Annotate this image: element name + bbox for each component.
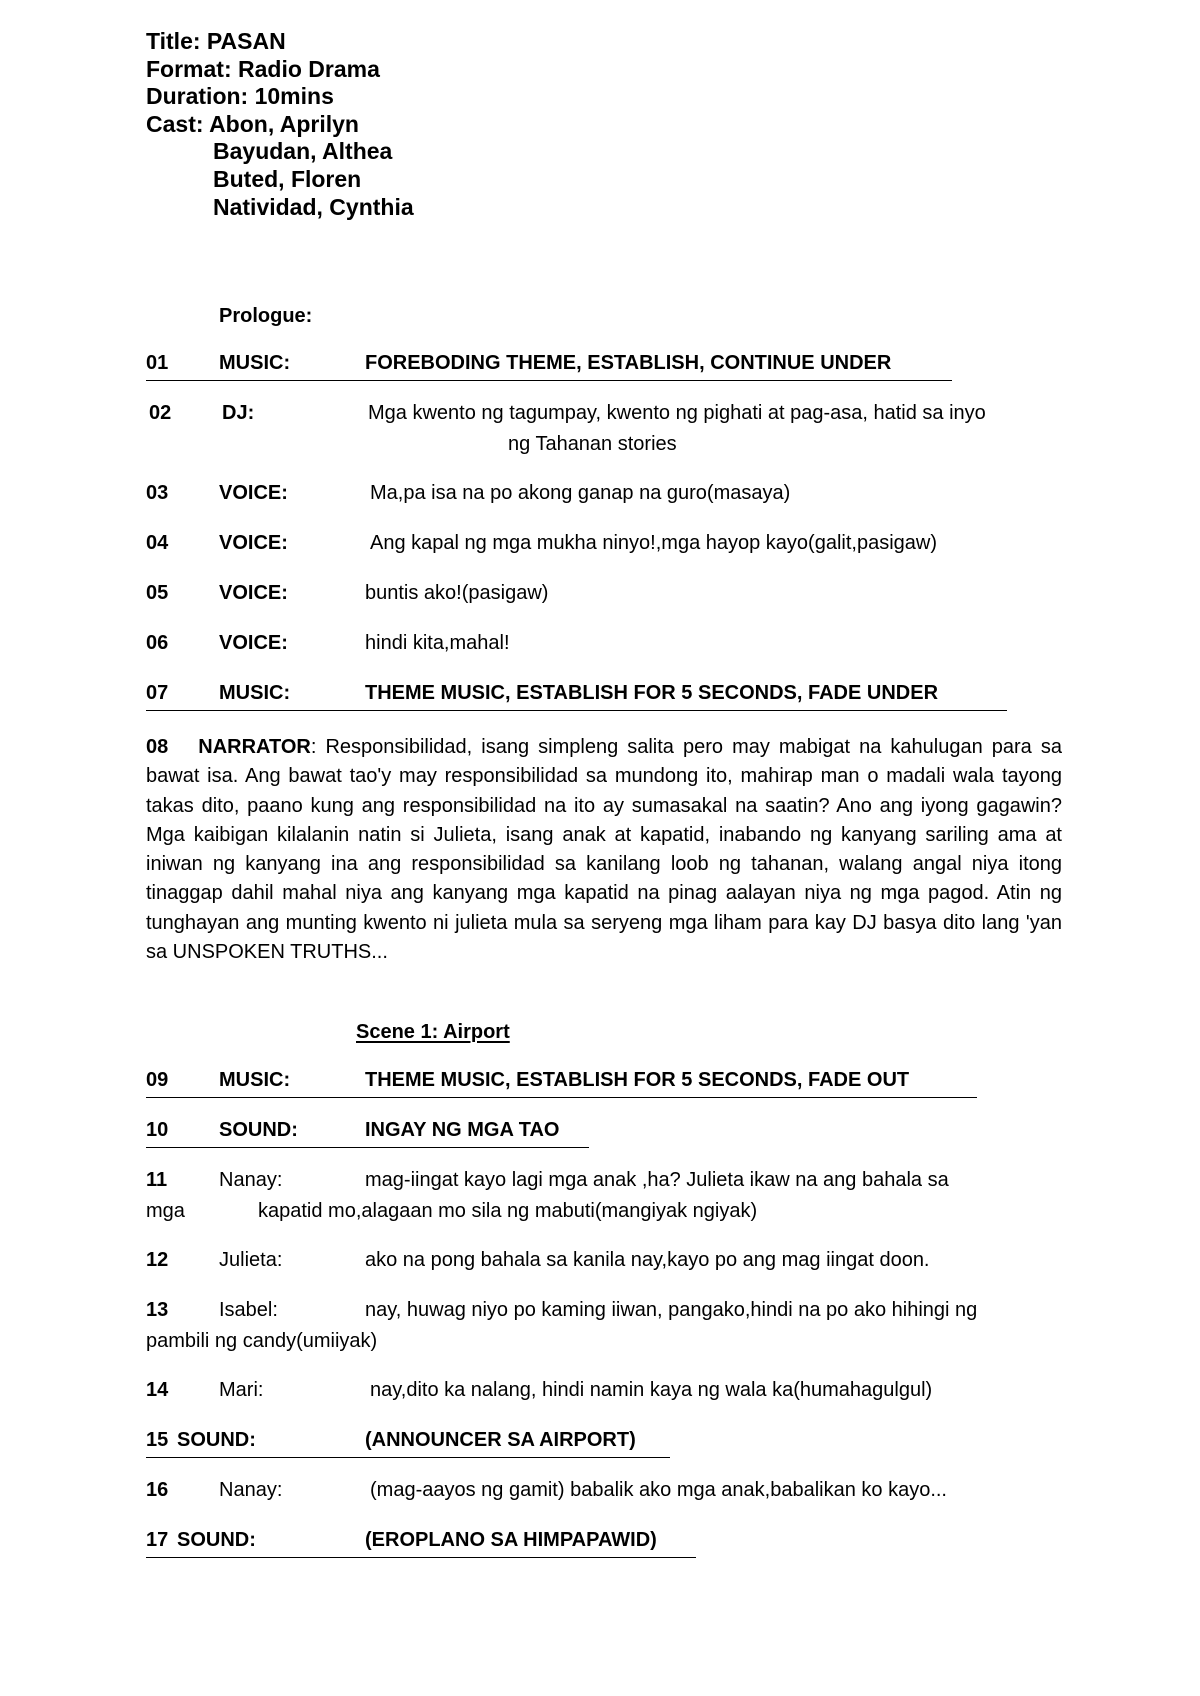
script-format: Format: Radio Drama	[146, 55, 380, 82]
line-role: MUSIC:	[219, 682, 291, 704]
line-role-colon: :	[310, 736, 317, 758]
cast-member: Bayudan, Althea	[213, 138, 393, 165]
line-role: Isabel:	[219, 1299, 278, 1321]
line-text: FOREBODING THEME, ESTABLISH, CONTINUE UNDER	[365, 352, 892, 374]
line-text: (EROPLANO SA HIMPAPAWID)	[365, 1529, 657, 1551]
line-number: 13	[146, 1299, 169, 1321]
line-role: SOUND:	[177, 1529, 256, 1551]
line-number: 08	[146, 736, 169, 758]
prologue-heading: Prologue:	[219, 305, 313, 327]
script-title: Title: PASAN	[146, 28, 286, 54]
script-duration: Duration: 10mins	[146, 83, 334, 110]
line-number: 03	[146, 482, 169, 504]
line-role: MUSIC:	[219, 1069, 291, 1091]
line-number: 12	[146, 1249, 169, 1271]
line-text: (ANNOUNCER SA AIRPORT)	[365, 1429, 636, 1451]
line-number: 14	[146, 1379, 169, 1401]
narrator-paragraph	[146, 733, 1062, 967]
line-text: nay,dito ka nalang, hindi namin kaya ng wala ka(humahagulgul)	[370, 1379, 933, 1401]
line-role: DJ:	[222, 402, 255, 424]
line-role: VOICE:	[219, 582, 288, 604]
line-role: VOICE:	[219, 532, 288, 554]
script-header	[146, 28, 414, 221]
line-text: Responsibilidad, isang simpleng salita pero may mabigat na kahulugan para sa bawat isa. Ang bawat tao'y may responsibilidad sa mundong ito, mahirap man o madali wala tayong takas dito, paano kung ang responsibilidad na ito ay sumasakal na saatin? Ano ang iyong gagawin? Mga kaibigan kilalanin natin si Julieta, isang anak at kapatid, inabando ng kanyang sariling ama at iniwan ng kanyang ina ang responsibilidad sa kanilang loob ng tahanan, walang angal niya itong tinaggap dahil mahal niya ang kanyang mga kapatid na pinag aalayan niya ng mga pagod. Atin ng tunghayan ang munting kwento ni julieta mula sa seryeng mga liham para kay DJ basya dito lang 'yan sa UNSPOKEN TRUTHS...	[146, 736, 1062, 964]
line-text-continued: ng Tahanan stories	[508, 433, 677, 455]
line-text: THEME MUSIC, ESTABLISH FOR 5 SECONDS, FADE UNDER	[365, 682, 939, 704]
line-role: SOUND:	[219, 1119, 298, 1141]
cast-line	[146, 111, 414, 139]
line-text-continued: kapatid mo,alagaan mo sila ng mabuti(mangiyak ngiyak)	[258, 1200, 758, 1222]
cast-member: Abon, Aprilyn	[209, 110, 359, 137]
line-text: INGAY NG MGA TAO	[365, 1119, 560, 1141]
line-role: NARRATOR	[198, 736, 311, 758]
line-role: Nanay:	[219, 1169, 283, 1191]
line-number: 01	[146, 352, 169, 374]
line-number: 15	[146, 1429, 169, 1451]
line-number: 09	[146, 1069, 169, 1091]
line-number: 16	[146, 1479, 169, 1501]
line-role: VOICE:	[219, 632, 288, 654]
line-number: 10	[146, 1119, 169, 1141]
line-number: 05	[146, 582, 169, 604]
line-number: 06	[146, 632, 169, 654]
line-role: Mari:	[219, 1379, 264, 1401]
line-text: Ma,pa isa na po akong ganap na guro(masaya)	[370, 482, 791, 504]
scene-heading: Scene 1: Airport	[356, 1021, 510, 1043]
line-text: Ang kapal ng mga mukha ninyo!,mga hayop kayo(galit,pasigaw)	[370, 532, 937, 554]
line-text: Mga kwento ng tagumpay, kwento ng pighati at pag-asa, hatid sa inyo	[368, 402, 986, 424]
cast-label: Cast:	[146, 110, 210, 137]
line-number: 17	[146, 1529, 169, 1551]
line-text: hindi kita,mahal!	[365, 632, 510, 654]
line-number: 02	[149, 402, 172, 424]
line-text-continued: pambili ng candy(umiiyak)	[146, 1330, 378, 1352]
line-text-continued: mga	[146, 1200, 185, 1222]
line-number: 04	[146, 532, 169, 554]
line-text: (mag-aayos ng gamit) babalik ako mga anak,babalikan ko kayo...	[370, 1479, 947, 1501]
line-text: ako na pong bahala sa kanila nay,kayo po ang mag iingat doon.	[365, 1249, 930, 1271]
line-role: MUSIC:	[219, 352, 291, 374]
line-text: nay, huwag niyo po kaming iiwan, pangako,hindi na po ako hihingi ng	[365, 1299, 978, 1321]
line-role: Julieta:	[219, 1249, 283, 1271]
line-role: Nanay:	[219, 1479, 283, 1501]
line-text: THEME MUSIC, ESTABLISH FOR 5 SECONDS, FADE OUT	[365, 1069, 910, 1091]
line-text: buntis ako!(pasigaw)	[365, 582, 549, 604]
cast-member: Natividad, Cynthia	[213, 193, 414, 220]
line-number: 11	[146, 1169, 168, 1191]
line-role: VOICE:	[219, 482, 288, 504]
line-text: mag-iingat kayo lagi mga anak ,ha? Julieta ikaw na ang bahala sa	[365, 1169, 949, 1191]
cast-member: Buted, Floren	[213, 165, 362, 192]
line-role: SOUND:	[177, 1429, 256, 1451]
line-number: 07	[146, 682, 169, 704]
